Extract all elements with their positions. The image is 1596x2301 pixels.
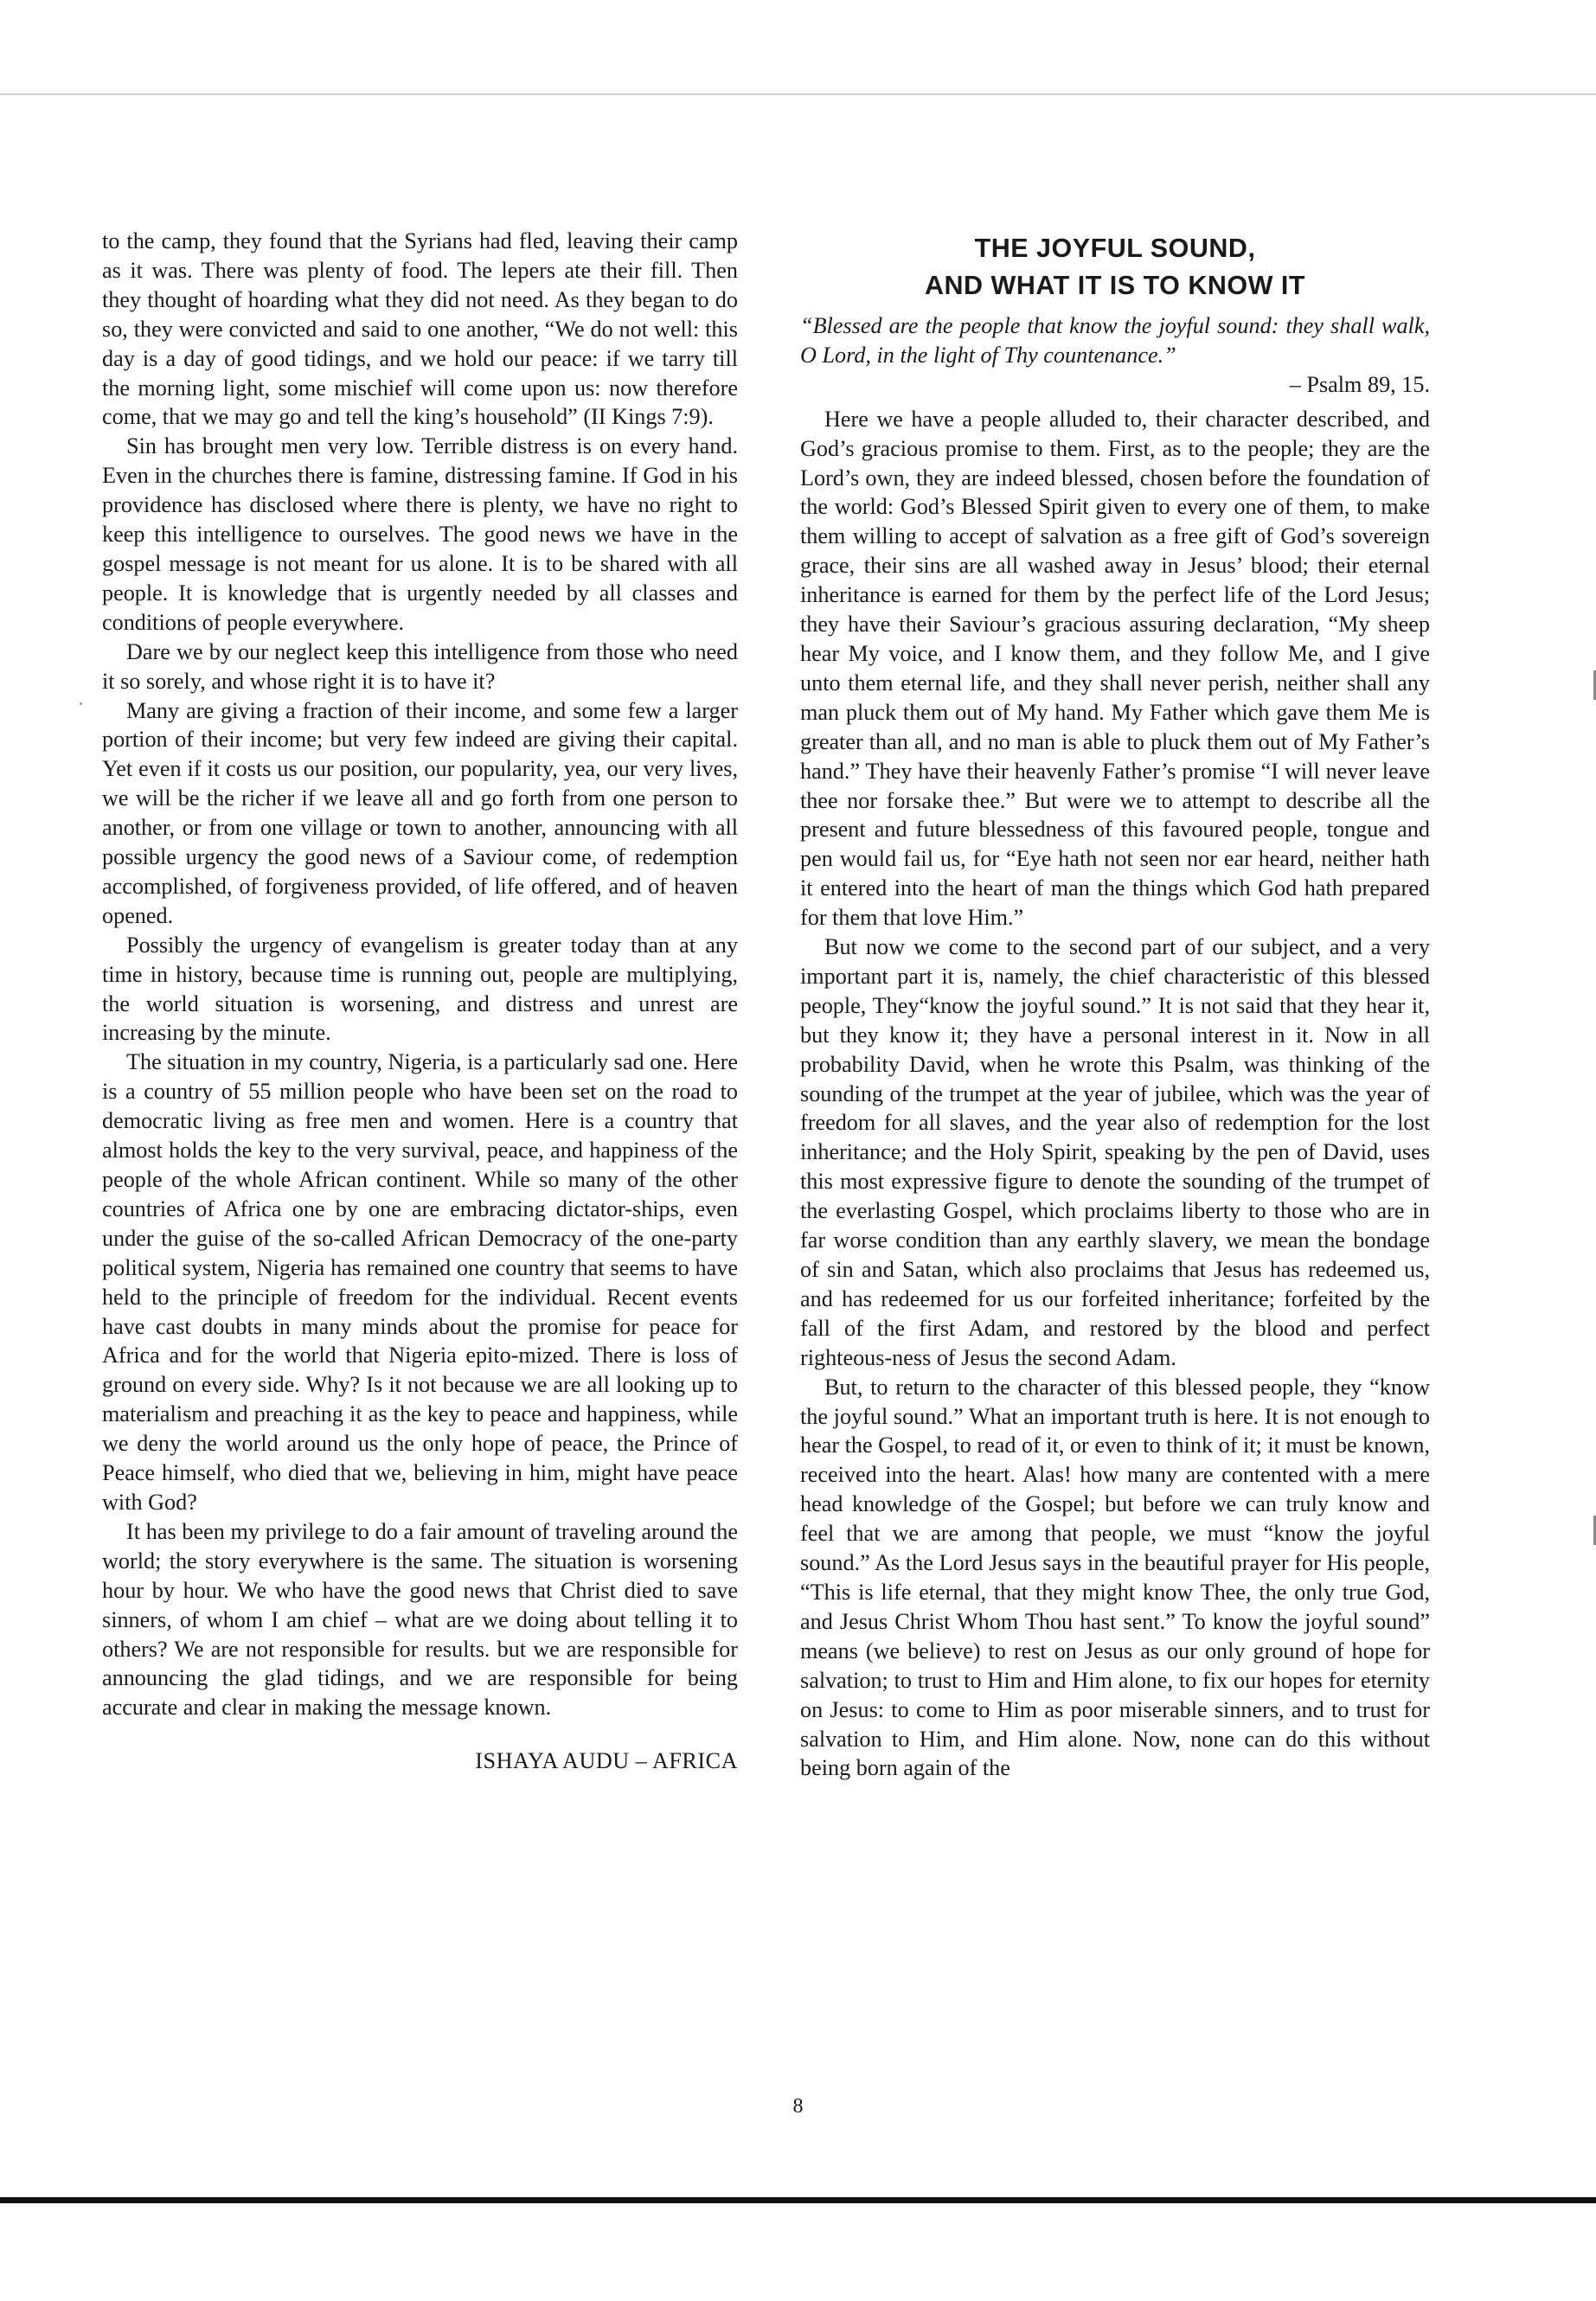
paragraph: But now we come to the second part of our subject, and a very important part it is, namely, the chief characteristic of this blessed people, They“know the joyful sound.” It is not said that they hear it, but they know it; they have a personal interest in it. Now in all probability David, when he wrote this Psalm, was thinking of the sounding of the trumpet at the year of jubilee, which was the year of freedom for all slaves, and the year also of redemption for the lost inheritance; and the Holy Spirit, speaking by the pen of David, uses this most expressive figure to denote the sounding of the trumpet of the everlasting Gospel, which proclaims liberty to those who are in far worse condition than any earthly slavery, we mean the bondage of sin and Satan, which also proclaims that Jesus has redeemed us, and has redeemed for us our forfeited inheritance; forfeited by the fall of the first Adam, and restored by the blood and perfect righteous-ness of Jesus the second Adam.: [800, 934, 1430, 1370]
paragraph: Here we have a people alluded to, their character described, and God’s gracious promise to them. First, as to the people; they are the Lord’s own, they are indeed blessed, chosen before the foundation of the world: God’s Blessed Spirit given to every one of them, to make them willing to accept of salvation as a free gift of God’s sovereign grace, their sins are all washed away in Jesus’ blood; their eternal inheritance is earned for them by the perfect life of the Lord Jesus; they have their Saviour’s gracious assuring declaration, “My sheep hear My voice, and I know them, and they follow Me, and I give unto them eternal life, and they shall never perish, neither shall any man pluck them out of My hand. My Father which gave them Me is greater than all, and no man is able to pluck them out of My Father’s hand.” They have their heavenly Father’s promise “I will never leave thee nor forsake thee.” But were we to attempt to describe all the present and future blessedness of this favoured people, tongue and pen would fail us, for “Eye hath not seen nor ear heard, neither hath it entered into the heart of man the things which God hath prepared for them that love Him.”: [800, 406, 1430, 931]
top-page-edge: [0, 93, 1596, 95]
right-column: [800, 227, 1430, 1783]
page-number: 8: [792, 2095, 804, 2118]
paragraph: But, to return to the character of this blessed people, they “know the joyful sound.” What an important truth is here. It is not enough to hear the Gospel, to read of it, or even to think of it; it must be known, received into the heart. Alas! how many are contented with a mere head knowledge of the Gospel; but before we can truly know and feel that we are among that people, we must “know the joyful sound.” As the Lord Jesus says in the beautiful prayer for His people, “This is life eternal, that they might know Thee, the only true God, and Jesus Christ Whom Thou hast sent.” To know the joyful sound” means (we believe) to rest on Jesus as our only ground of hope for salvation; to trust to Him and Him alone, to fix our hopes for eternity on Jesus: to come to Him as poor miserable sinners, and to trust for salvation to Him, and Him alone. Now, none can do this without being born again of the: [800, 1374, 1431, 1781]
paragraph: Possibly the urgency of evangelism is greater today than at any time in history, because time is running out, people are multiplying, the world situation is worsening, and distress and unrest are increasing by the minute.: [102, 932, 738, 1046]
paragraph: Many are giving a fraction of their income, and some few a larger portion of their income; but very few indeed are giving their capital. Yet even if it costs us our position, our popularity, yea, our very lives, we will be the richer if we leave all and go forth from one person to another, or from one village or town to another, announcing with all possible urgency the good news of a Saviour come, of redemption accomplished, of forgiveness provided, of life offered, and of heaven opened.: [102, 697, 738, 928]
paragraph: The situation in my country, Nigeria, is a particularly sad one. Here is a country of 55 million people who have been set on the road to democratic living as free men and women. Here is a country that almost holds the key to the very survival, peace, and happiness of the people of the whole African continent. While so many of the other countries of Africa one by one are embracing dictator-ships, even under the guise of the so-called African Democracy of the one-party political system, Nigeria has remained one country that seems to have held to the principle of freedom for the individual. Recent events have cast doubts in many minds about the promise for peace for Africa and for the world that Nigeria epito-mized. There is loss of ground on every side. Why? Is it not because we are all looking up to materialism and preaching it as the key to peace and happiness, while we deny the world around us the only hope of peace, the Prince of Peace himself, who died that we, believing in him, might have peace with God?: [102, 1049, 738, 1515]
bottom-page-edge: [0, 2197, 1596, 2203]
left-column: [102, 227, 738, 1776]
epigraph-quote: “Blessed are the people that know the joyful sound: they shall walk, O Lord, in the light of Thy countenance.”: [800, 313, 1430, 368]
epigraph-reference: – Psalm 89, 15.: [1289, 371, 1430, 397]
paragraph: It has been my privilege to do a fair amount of traveling around the world; the story everywhere is the same. The situation is worsening hour by hour. We who have the good news that Christ died to save sinners, of whom I am chief – what are we doing about telling it to others? We are not responsible for results. but we are responsible for announcing the glad tidings, and we are responsible for being accurate and clear in making the message known.: [102, 1518, 738, 1721]
paragraph: to the camp, they found that the Syrians had fled, leaving their camp as it was. There was plenty of food. The lepers ate their fill. Then they thought of hoarding what they did not need. As they began to do so, they were convicted and said to one another, “We do not well: this day is a day of good tidings, and we hold our peace: if we tarry till the morning light, some mischief will come upon us: now therefore come, that we may go and tell the king’s household” (II Kings 7:9).: [102, 228, 738, 430]
scan-speck: [80, 702, 82, 705]
heading-line: AND WHAT IT IS TO KNOW IT: [924, 271, 1306, 300]
heading-line: THE JOYFUL SOUND,: [974, 234, 1256, 263]
paragraph: Sin has brought men very low. Terrible distress is on every hand. Even in the churches there is famine, distressing famine. If God in his providence has disclosed where there is plenty, we have no right to keep this intelligence to ourselves. The good news we have in the gospel message is not meant for us alone. It is to be shared with all people. It is knowledge that is urgently needed by all classes and conditions of people everywhere.: [102, 433, 738, 635]
article-heading: [800, 230, 1430, 304]
paragraph: Dare we by our neglect keep this intelligence from those who need it so sorely, and whose right it is to have it?: [102, 638, 738, 694]
author-byline: ISHAYA AUDU – AFRICA: [475, 1748, 738, 1774]
